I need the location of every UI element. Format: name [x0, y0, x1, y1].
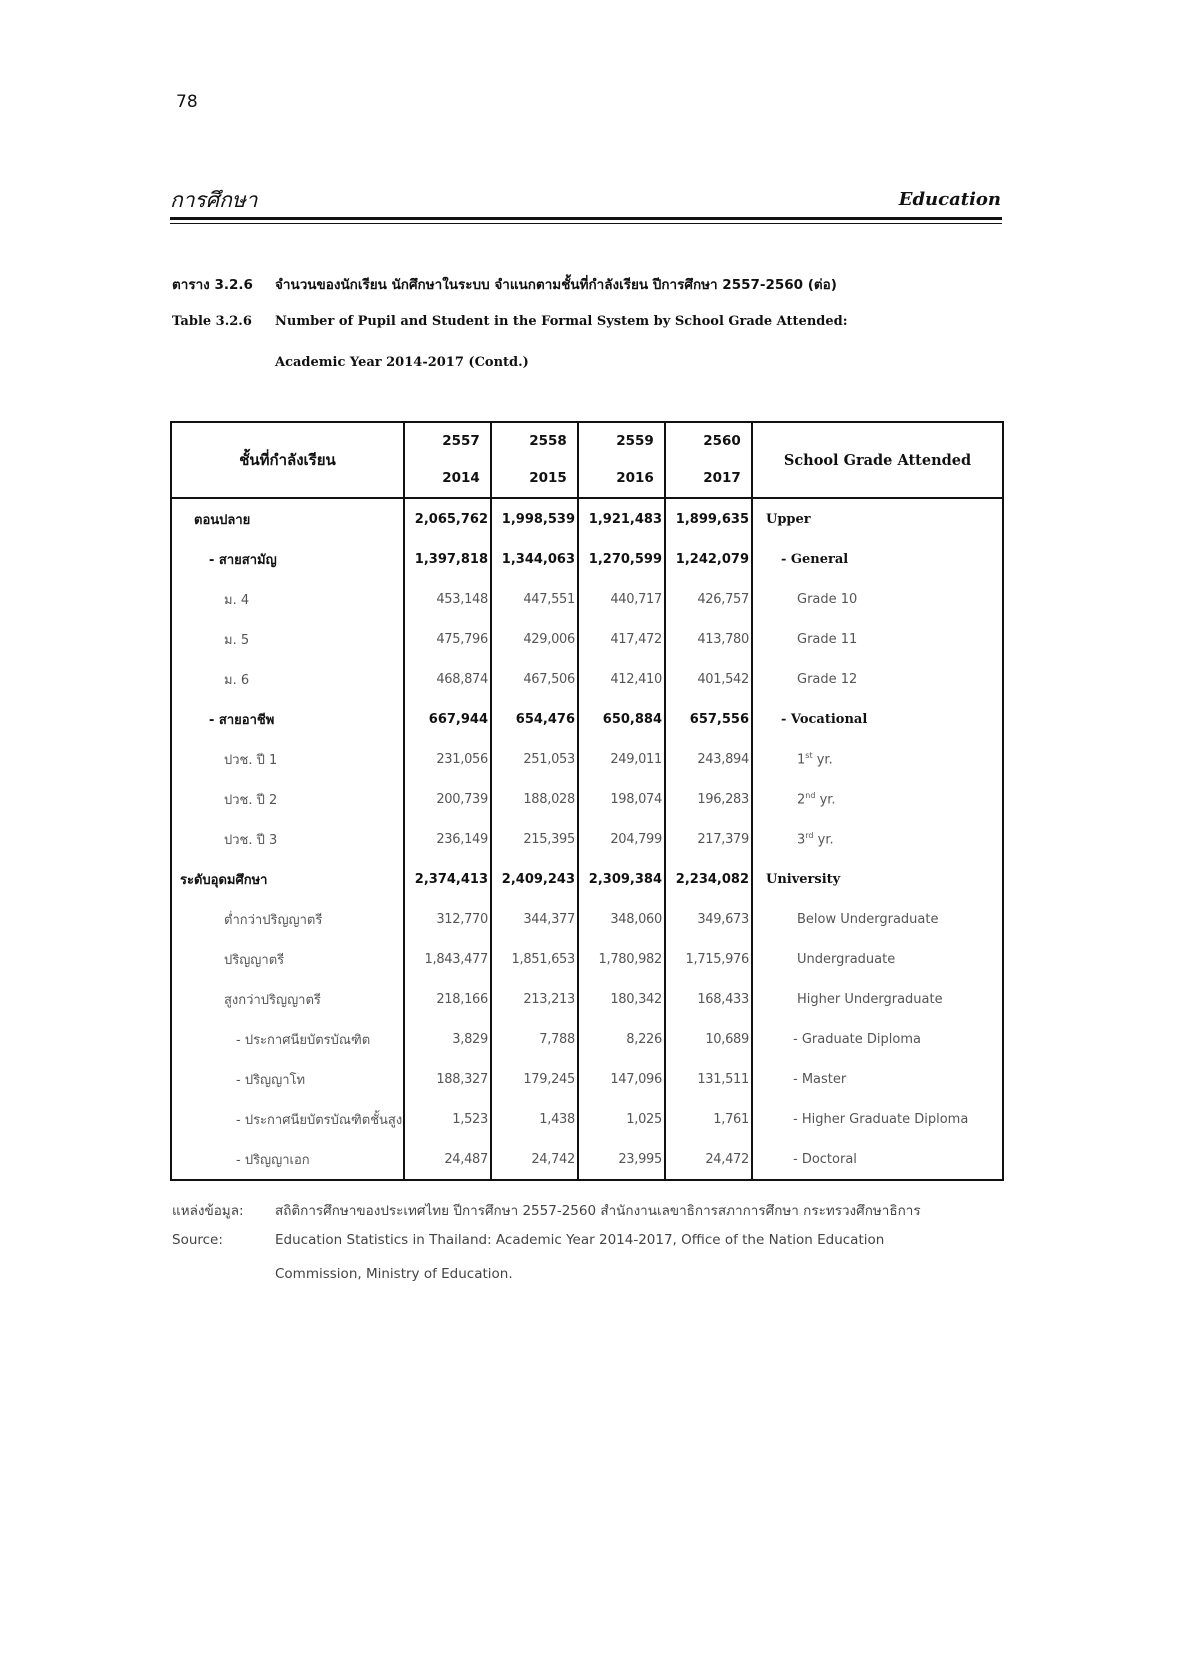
row-value-2560: 349,673	[665, 899, 752, 939]
row-label-english	[752, 779, 1003, 819]
row-value-2558: 215,395	[491, 819, 578, 859]
row-label-english: - Higher Graduate Diploma	[793, 1111, 969, 1127]
table-row	[171, 498, 1003, 539]
row-value-2560: 217,379	[665, 819, 752, 859]
page-number: 78	[176, 92, 198, 112]
row-value-2557: 236,149	[404, 819, 491, 859]
ordinal-suffix: st	[805, 750, 813, 760]
ordinal-unit: yr.	[819, 792, 836, 808]
row-value-2560: 401,542	[665, 659, 752, 699]
row-value-2560: 24,472	[665, 1139, 752, 1180]
header-english-title: Education	[898, 189, 1001, 210]
row-value-2558: 179,245	[491, 1059, 578, 1099]
table-row	[171, 1059, 1003, 1099]
row-label-thai: ปริญญาตรี	[171, 939, 404, 979]
row-value-2559: 1,780,982	[578, 939, 665, 979]
header-grade-english: School Grade Attended	[752, 422, 1003, 498]
row-value-2558: 1,438	[491, 1099, 578, 1139]
row-label-thai: - ประกาศนียบัตรบัณฑิตชั้นสูง	[171, 1099, 404, 1139]
table-row	[171, 1139, 1003, 1180]
ordinal-suffix: rd	[805, 830, 814, 840]
row-value-2557: 475,796	[404, 619, 491, 659]
row-value-2559: 348,060	[578, 899, 665, 939]
row-label-english: Undergraduate	[797, 951, 896, 967]
source-english	[172, 1232, 884, 1248]
source-english-text: Education Statistics in Thailand: Academic Year 2014-2017, Office of the Nation Education	[275, 1232, 885, 1248]
header-year-2-be: 2558	[529, 433, 567, 449]
ordinal-number: 3	[797, 832, 806, 848]
row-value-2557: 468,874	[404, 659, 491, 699]
header-rule-thin	[170, 223, 1002, 224]
row-value-2557: 24,487	[404, 1139, 491, 1180]
header-year-4-be: 2560	[703, 433, 741, 449]
caption-english	[172, 314, 848, 329]
row-label-english: Grade 12	[797, 671, 858, 687]
row-value-2557: 453,148	[404, 579, 491, 619]
row-label-english: Grade 10	[797, 591, 858, 607]
row-label-english: - General	[781, 551, 849, 567]
row-value-2558: 2,409,243	[491, 859, 578, 899]
row-value-2559: 1,270,599	[578, 539, 665, 579]
table-row	[171, 539, 1003, 579]
header-year-2-ce: 2015	[529, 470, 567, 486]
header-thai-title: การศึกษา	[170, 188, 258, 212]
table-row	[171, 819, 1003, 859]
row-label-thai: ม. 4	[171, 579, 404, 619]
row-value-2559: 8,226	[578, 1019, 665, 1059]
row-value-2558: 654,476	[491, 699, 578, 739]
table-row	[171, 859, 1003, 899]
row-value-2560: 426,757	[665, 579, 752, 619]
source-thai-label: แหล่งข้อมูล:	[172, 1203, 244, 1219]
row-label-english	[752, 819, 1003, 859]
row-label-thai: ระดับอุดมศึกษา	[171, 859, 404, 899]
row-value-2560: 131,511	[665, 1059, 752, 1099]
row-label-english: University	[766, 871, 841, 887]
row-value-2559: 147,096	[578, 1059, 665, 1099]
caption-english-text: Number of Pupil and Student in the Formal System by School Grade Attended:	[275, 314, 848, 329]
table-row	[171, 899, 1003, 939]
row-value-2558: 7,788	[491, 1019, 578, 1059]
caption-english-label: Table 3.2.6	[172, 314, 252, 329]
table-row	[171, 1099, 1003, 1139]
row-value-2557: 231,056	[404, 739, 491, 779]
row-label-english	[752, 739, 1003, 779]
row-value-2557: 188,327	[404, 1059, 491, 1099]
row-label-english: - Doctoral	[793, 1151, 857, 1167]
row-value-2558: 344,377	[491, 899, 578, 939]
row-value-2559: 2,309,384	[578, 859, 665, 899]
row-value-2559: 440,717	[578, 579, 665, 619]
row-value-2558: 213,213	[491, 979, 578, 1019]
header-year-3-ce: 2016	[616, 470, 654, 486]
caption-thai-label: ตาราง 3.2.6	[172, 277, 253, 293]
row-value-2558: 1,344,063	[491, 539, 578, 579]
table-row	[171, 579, 1003, 619]
source-english-text-line2: Commission, Ministry of Education.	[275, 1266, 513, 1282]
header-grade-thai: ชั้นที่กำลังเรียน	[171, 422, 404, 498]
row-value-2557: 2,065,762	[404, 498, 491, 539]
row-value-2560: 413,780	[665, 619, 752, 659]
header-year-3	[578, 422, 665, 498]
row-value-2560: 10,689	[665, 1019, 752, 1059]
header-rule-thick	[170, 217, 1002, 220]
row-label-english: - Master	[793, 1071, 847, 1087]
row-value-2558: 188,028	[491, 779, 578, 819]
row-value-2558: 1,851,653	[491, 939, 578, 979]
row-label-thai: - ปริญญาโท	[171, 1059, 404, 1099]
row-value-2557: 1,843,477	[404, 939, 491, 979]
row-value-2557: 312,770	[404, 899, 491, 939]
row-value-2557: 1,397,818	[404, 539, 491, 579]
row-value-2558: 467,506	[491, 659, 578, 699]
row-label-thai: ปวช. ปี 3	[171, 819, 404, 859]
ordinal-suffix: nd	[805, 790, 816, 800]
row-label-thai: ม. 5	[171, 619, 404, 659]
row-value-2559: 417,472	[578, 619, 665, 659]
row-value-2559: 249,011	[578, 739, 665, 779]
row-value-2559: 180,342	[578, 979, 665, 1019]
table-row	[171, 779, 1003, 819]
row-label-english: Grade 11	[797, 631, 858, 647]
row-value-2560: 1,242,079	[665, 539, 752, 579]
source-thai-text: สถิติการศึกษาของประเทศไทย ปีการศึกษา 2557-2560 สำนักงานเลขาธิการสภาการศึกษา กระทรวงศึกษาธิการ	[275, 1203, 921, 1219]
row-label-thai: - ประกาศนียบัตรบัณฑิต	[171, 1019, 404, 1059]
header-year-1-be: 2557	[442, 433, 480, 449]
row-value-2559: 1,025	[578, 1099, 665, 1139]
row-value-2560: 657,556	[665, 699, 752, 739]
row-label-english: - Vocational	[781, 711, 868, 727]
row-value-2560: 1,761	[665, 1099, 752, 1139]
row-value-2560: 2,234,082	[665, 859, 752, 899]
header-year-4	[665, 422, 752, 498]
ordinal-number: 1	[797, 752, 806, 768]
row-value-2560: 196,283	[665, 779, 752, 819]
header-year-1	[404, 422, 491, 498]
ordinal-unit: yr.	[816, 752, 833, 768]
row-value-2559: 198,074	[578, 779, 665, 819]
row-label-english: - Graduate Diploma	[793, 1031, 921, 1047]
ordinal-unit: yr.	[817, 832, 834, 848]
row-value-2558: 429,006	[491, 619, 578, 659]
row-value-2557: 1,523	[404, 1099, 491, 1139]
row-label-thai: ต่ำกว่าปริญญาตรี	[171, 899, 404, 939]
row-value-2560: 1,715,976	[665, 939, 752, 979]
row-value-2559: 204,799	[578, 819, 665, 859]
header-year-2	[491, 422, 578, 498]
table-row	[171, 939, 1003, 979]
row-label-thai: ปวช. ปี 1	[171, 739, 404, 779]
row-label-thai: ม. 6	[171, 659, 404, 699]
source-english-label: Source:	[172, 1232, 223, 1248]
caption-english-text-line2: Academic Year 2014-2017 (Contd.)	[275, 355, 529, 370]
row-label-thai: ปวช. ปี 2	[171, 779, 404, 819]
row-value-2558: 251,053	[491, 739, 578, 779]
row-value-2558: 1,998,539	[491, 498, 578, 539]
row-label-english: Below Undergraduate	[797, 911, 939, 927]
source-thai	[172, 1199, 921, 1221]
row-value-2560: 1,899,635	[665, 498, 752, 539]
table-row	[171, 659, 1003, 699]
table-row	[171, 1019, 1003, 1059]
row-label-thai: สูงกว่าปริญญาตรี	[171, 979, 404, 1019]
row-label-thai: - สายอาชีพ	[171, 699, 404, 739]
row-value-2559: 23,995	[578, 1139, 665, 1180]
row-value-2557: 3,829	[404, 1019, 491, 1059]
row-value-2557: 2,374,413	[404, 859, 491, 899]
table-header-row	[171, 422, 1003, 498]
row-value-2558: 24,742	[491, 1139, 578, 1180]
table-row	[171, 619, 1003, 659]
caption-thai	[172, 273, 837, 295]
ordinal-number: 2	[797, 792, 806, 808]
row-label-thai: - สายสามัญ	[171, 539, 404, 579]
row-label-thai: ตอนปลาย	[171, 498, 404, 539]
row-value-2560: 168,433	[665, 979, 752, 1019]
row-label-thai: - ปริญญาเอก	[171, 1139, 404, 1180]
row-value-2558: 447,551	[491, 579, 578, 619]
row-value-2557: 200,739	[404, 779, 491, 819]
row-value-2560: 243,894	[665, 739, 752, 779]
row-label-english: Higher Undergraduate	[797, 991, 943, 1007]
table-row	[171, 739, 1003, 779]
table-row	[171, 979, 1003, 1019]
header-year-4-ce: 2017	[703, 470, 741, 486]
header-year-3-be: 2559	[616, 433, 654, 449]
row-value-2559: 1,921,483	[578, 498, 665, 539]
header-year-1-ce: 2014	[442, 470, 480, 486]
row-value-2557: 667,944	[404, 699, 491, 739]
row-value-2559: 650,884	[578, 699, 665, 739]
row-label-english: Upper	[766, 511, 811, 527]
data-table	[170, 421, 1004, 1181]
row-value-2557: 218,166	[404, 979, 491, 1019]
row-value-2559: 412,410	[578, 659, 665, 699]
table-row	[171, 699, 1003, 739]
caption-thai-text: จำนวนของนักเรียน นักศึกษาในระบบ จำแนกตามชั้นที่กำลังเรียน ปีการศึกษา 2557-2560 (ต่อ)	[275, 277, 837, 293]
